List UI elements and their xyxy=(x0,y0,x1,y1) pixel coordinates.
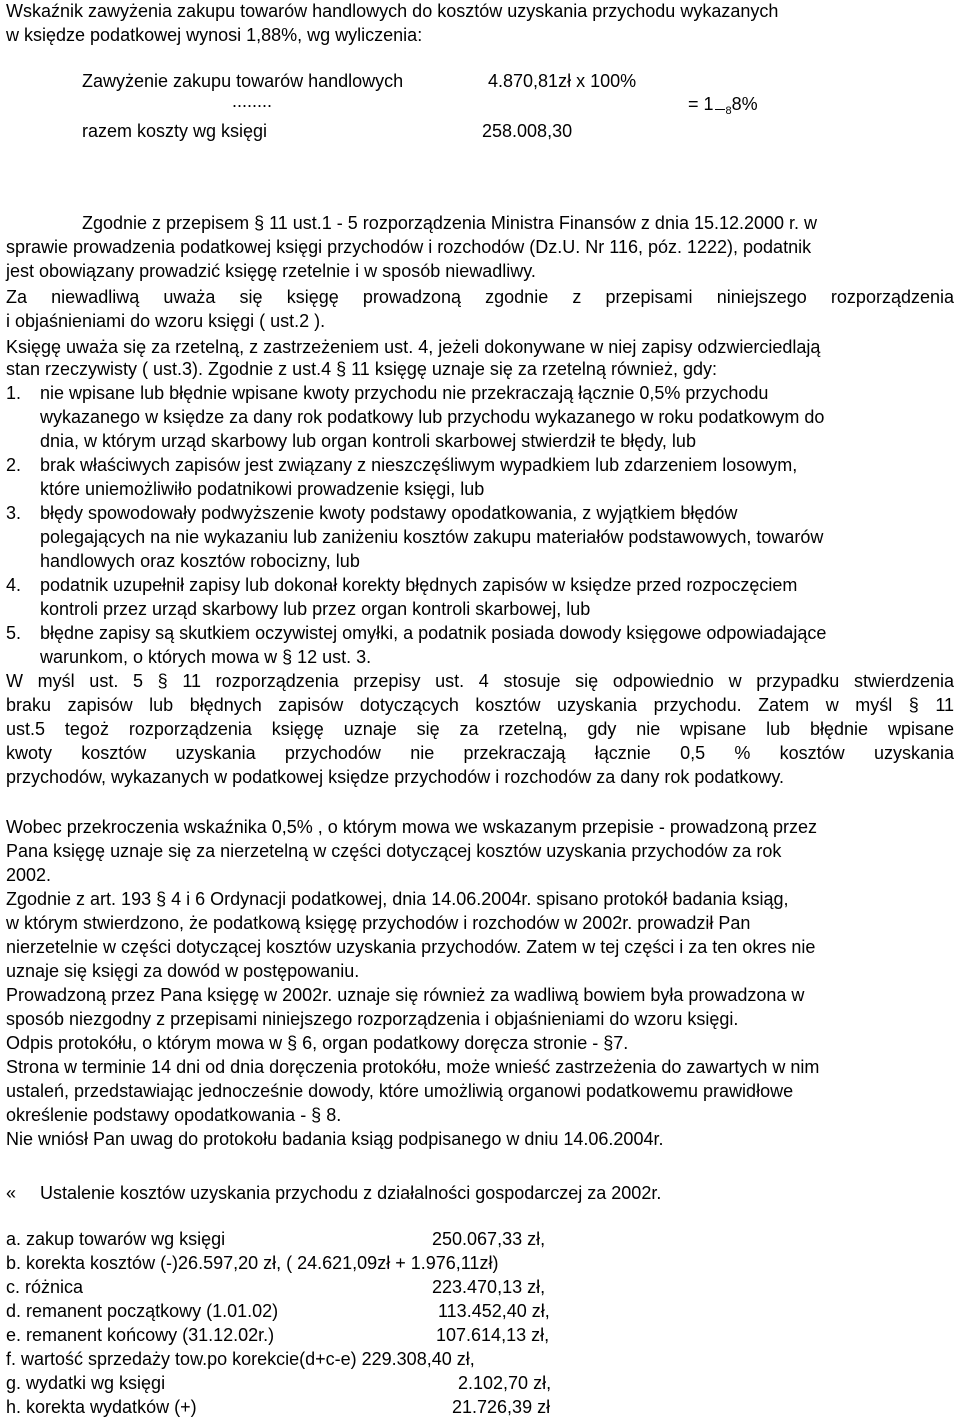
p3-line-1: Wobec przekroczenia wskaźnika 0,5% , o którym mowa we wskazanym przepisie - prowadzoną przez xyxy=(6,817,817,837)
list-item-2-number: 2. xyxy=(6,455,22,475)
p2-line-2: braku zapisów lub błędnych zapisów dotyczących kosztów uzyskania przychodu. Zatem w myśl § 11 xyxy=(6,695,954,715)
list-item-2-line-1: brak właściwych zapisów jest związany z nieszczęśliwym wypadkiem lub zdarzeniem losowym, xyxy=(40,455,798,475)
list-item-3-line-1: błędy spowodowały podwyższenie kwoty podstawy opodatkowania, z wyjątkiem błędów xyxy=(40,503,738,523)
calc-row-h-label: h. korekta wydatków (+) xyxy=(6,1397,197,1417)
list-item-2-line-2: które uniemożliwiło podatnikowi prowadzenie księgi, lub xyxy=(40,479,485,499)
list-item-5-line-2: warunkom, o których mowa w § 12 ust. 3. xyxy=(40,647,372,667)
p3-line-9: sposób niezgodny z przepisami niniejszego rozporządzenia i objaśnieniami do wzoru księgi. xyxy=(6,1009,739,1029)
section-bullet: « xyxy=(6,1183,17,1203)
intro-line-2: w księdze podatkowej wynosi 1,88%, wg wyliczenia: xyxy=(6,25,423,45)
calc-row-c-label: c. różnica xyxy=(6,1277,84,1297)
p3-line-10: Odpis protokółu, o którym mowa w § 6, organ podatkowy doręcza stronie - §7. xyxy=(6,1033,629,1053)
calc-row-e-label: e. remanent końcowy (31.12.02r.) xyxy=(6,1325,275,1345)
list-item-4-line-2: kontroli przez urząd skarbowy lub przez organ kontroli skarbowej, lub xyxy=(40,599,591,619)
calc-row-a-label: a. zakup towarów wg księgi xyxy=(6,1229,226,1249)
p2-line-5: przychodów, wykazanych w podatkowej księdze przychodów i rozchodów za dany rok podatkowy. xyxy=(6,767,785,787)
p1-line-1: Zgodnie z przepisem § 11 ust.1 - 5 rozporządzenia Ministra Finansów z dnia 15.12.2000 r. w xyxy=(82,213,818,233)
p3-line-13: określenie podstawy opodatkowania - § 8. xyxy=(6,1105,342,1125)
intro-line-1: Wskaźnik zawyżenia zakupu towarów handlowych do kosztów uzyskania przychodu wykazanych xyxy=(6,1,779,21)
calc-row-b-label: b. korekta kosztów (-)26.597,20 zł, ( 24.621,09zł + 1.976,11zł) xyxy=(6,1253,499,1273)
p1-line-5: i objaśnieniami do wzoru księgi ( ust.2 ). xyxy=(6,311,326,331)
calc-row-d-value: 113.452,40 zł, xyxy=(438,1301,550,1321)
p3-line-2: Pana księgę uznaje się za nierzetelną w części dotyczącej kosztów uzyskania przychodów za rok xyxy=(6,841,782,861)
list-item-5-number: 5. xyxy=(6,623,22,643)
denominator-label: razem koszty wg księgi xyxy=(82,121,268,141)
list-item-1-number: 1. xyxy=(6,383,22,403)
list-item-4-number: 4. xyxy=(6,575,22,595)
list-item-5-line-1: błędne zapisy są skutkiem oczywistej omyłki, a podatnik posiada dowody księgowe odpowiadające xyxy=(40,623,827,643)
list-item-3-number: 3. xyxy=(6,503,22,523)
numerator-label: Zawyżenie zakupu towarów handlowych xyxy=(82,71,404,91)
result-prefix: = 1 xyxy=(688,94,714,114)
p3-line-3: 2002. xyxy=(6,865,52,885)
list-item-1-line-3: dnia, w którym urząd skarbowy lub organ kontroli skarbowej stwierdził te błędy, lub xyxy=(40,431,696,451)
p3-line-6: nierzetelnie w części dotyczącej kosztów uzyskania przychodów. Zatem w tej części i za ten okres nie xyxy=(6,937,816,957)
p2-line-1: W myśl ust. 5 § 11 rozporządzenia przepisy ust. 4 stosuje się odpowiednio w przypadku stwierdzenia xyxy=(6,671,954,691)
p3-line-7: uznaje się księgi za dowód w postępowaniu. xyxy=(6,961,360,981)
calc-row-a-value: 250.067,33 zł, xyxy=(432,1229,546,1249)
list-item-1-line-1: nie wpisane lub błędnie wpisane kwoty przychodu nie przekraczają łącznie 0,5% przychodu xyxy=(40,383,769,403)
p3-line-8: Prowadzoną przez Pana księgę w 2002r. uznaje się również za wadliwą bowiem była prowadzona w xyxy=(6,985,805,1005)
p3-line-14: Nie wniósł Pan uwag do protokołu badania ksiąg podpisanego w dniu 14.06.2004r. xyxy=(6,1129,664,1149)
p1-line-7: stan rzeczywisty ( ust.3). Zgodnie z ust.4 § 11 księgę uznaje się za rzetelną również, gdy: xyxy=(6,359,717,379)
list-item-3-line-2: polegających na nie wykazaniu lub zaniżeniu kosztów zakupu materiałów podstawowych, towarów xyxy=(40,527,824,547)
p2-line-3: ust.5 tegoż rozporządzenia księgę uznaje się za rzetelną, gdy nie wpisane lub błędnie wpisane xyxy=(6,719,954,739)
calc-row-c-value: 223.470,13 zł, xyxy=(432,1277,546,1297)
p3-line-11: Strona w terminie 14 dni od dnia doręczenia protokółu, może wnieść zastrzeżenia do zawartych w nim xyxy=(6,1057,820,1077)
p1-line-2: sprawie prowadzenia podatkowej księgi przychodów i rozchodów (Dz.U. Nr 116, póz. 1222), podatnik xyxy=(6,237,812,257)
result-suffix: 8% xyxy=(731,94,758,114)
numerator-value: 4.870,81zł x 100% xyxy=(488,71,637,91)
p3-line-5: w którym stwierdzono, że podatkową księgę przychodów i rozchodów w 2002r. prowadził Pan xyxy=(6,913,751,933)
denominator-value: 258.008,30 xyxy=(482,121,573,141)
calc-row-h-value: 21.726,39 zł xyxy=(452,1397,551,1417)
calc-row-f-label: f. wartość sprzedaży tow.po korekcie(d+c-e) 229.308,40 zł, xyxy=(6,1349,475,1369)
fraction-result xyxy=(688,93,758,115)
p3-line-4: Zgodnie z art. 193 § 4 i 6 Ordynacji podatkowej, dnia 14.06.2004r. spisano protokół badania ksiąg, xyxy=(6,889,789,909)
p2-line-4: kwoty kosztów uzyskania przychodów nie przekraczają łącznie 0,5 % kosztów uzyskania xyxy=(6,743,954,763)
p1-line-6: Księgę uważa się za rzetelną, z zastrzeżeniem ust. 4, jeżeli dokonywane w niej zapisy odzwierciedlają xyxy=(6,337,821,357)
calc-row-g-value: 2.102,70 zł, xyxy=(458,1373,552,1393)
calc-row-g-label: g. wydatki wg księgi xyxy=(6,1373,166,1393)
calc-row-e-value: 107.614,13 zł, xyxy=(436,1325,550,1345)
list-item-4-line-1: podatnik uzupełnił zapisy lub dokonał korekty błędnych zapisów w księdze przed rozpoczęciem xyxy=(40,575,798,595)
p1-line-3: jest obowiązany prowadzić księgę rzetelnie i w sposób niewadliwy. xyxy=(6,261,536,281)
fraction-dots: ........ xyxy=(232,91,273,111)
list-item-1-line-2: wykazanego w księdze za dany rok podatkowy lub przychodu wykazanego w roku podatkowym do xyxy=(40,407,825,427)
list-item-3-line-3: handlowych oraz kosztów robocizny, lub xyxy=(40,551,360,571)
result-subscript: 8 xyxy=(725,105,732,117)
calc-row-d-label: d. remanent początkowy (1.01.02) xyxy=(6,1301,279,1321)
p1-line-4: Za niewadliwą uważa się księgę prowadzoną zgodnie z przepisami niniejszego rozporządzenia xyxy=(6,287,954,307)
p3-line-12: ustaleń, przedstawiając jednocześnie dowody, które umożliwią organowi podatkowemu prawidłowe xyxy=(6,1081,794,1101)
section-title: Ustalenie kosztów uzyskania przychodu z działalności gospodarczej za 2002r. xyxy=(40,1183,662,1203)
